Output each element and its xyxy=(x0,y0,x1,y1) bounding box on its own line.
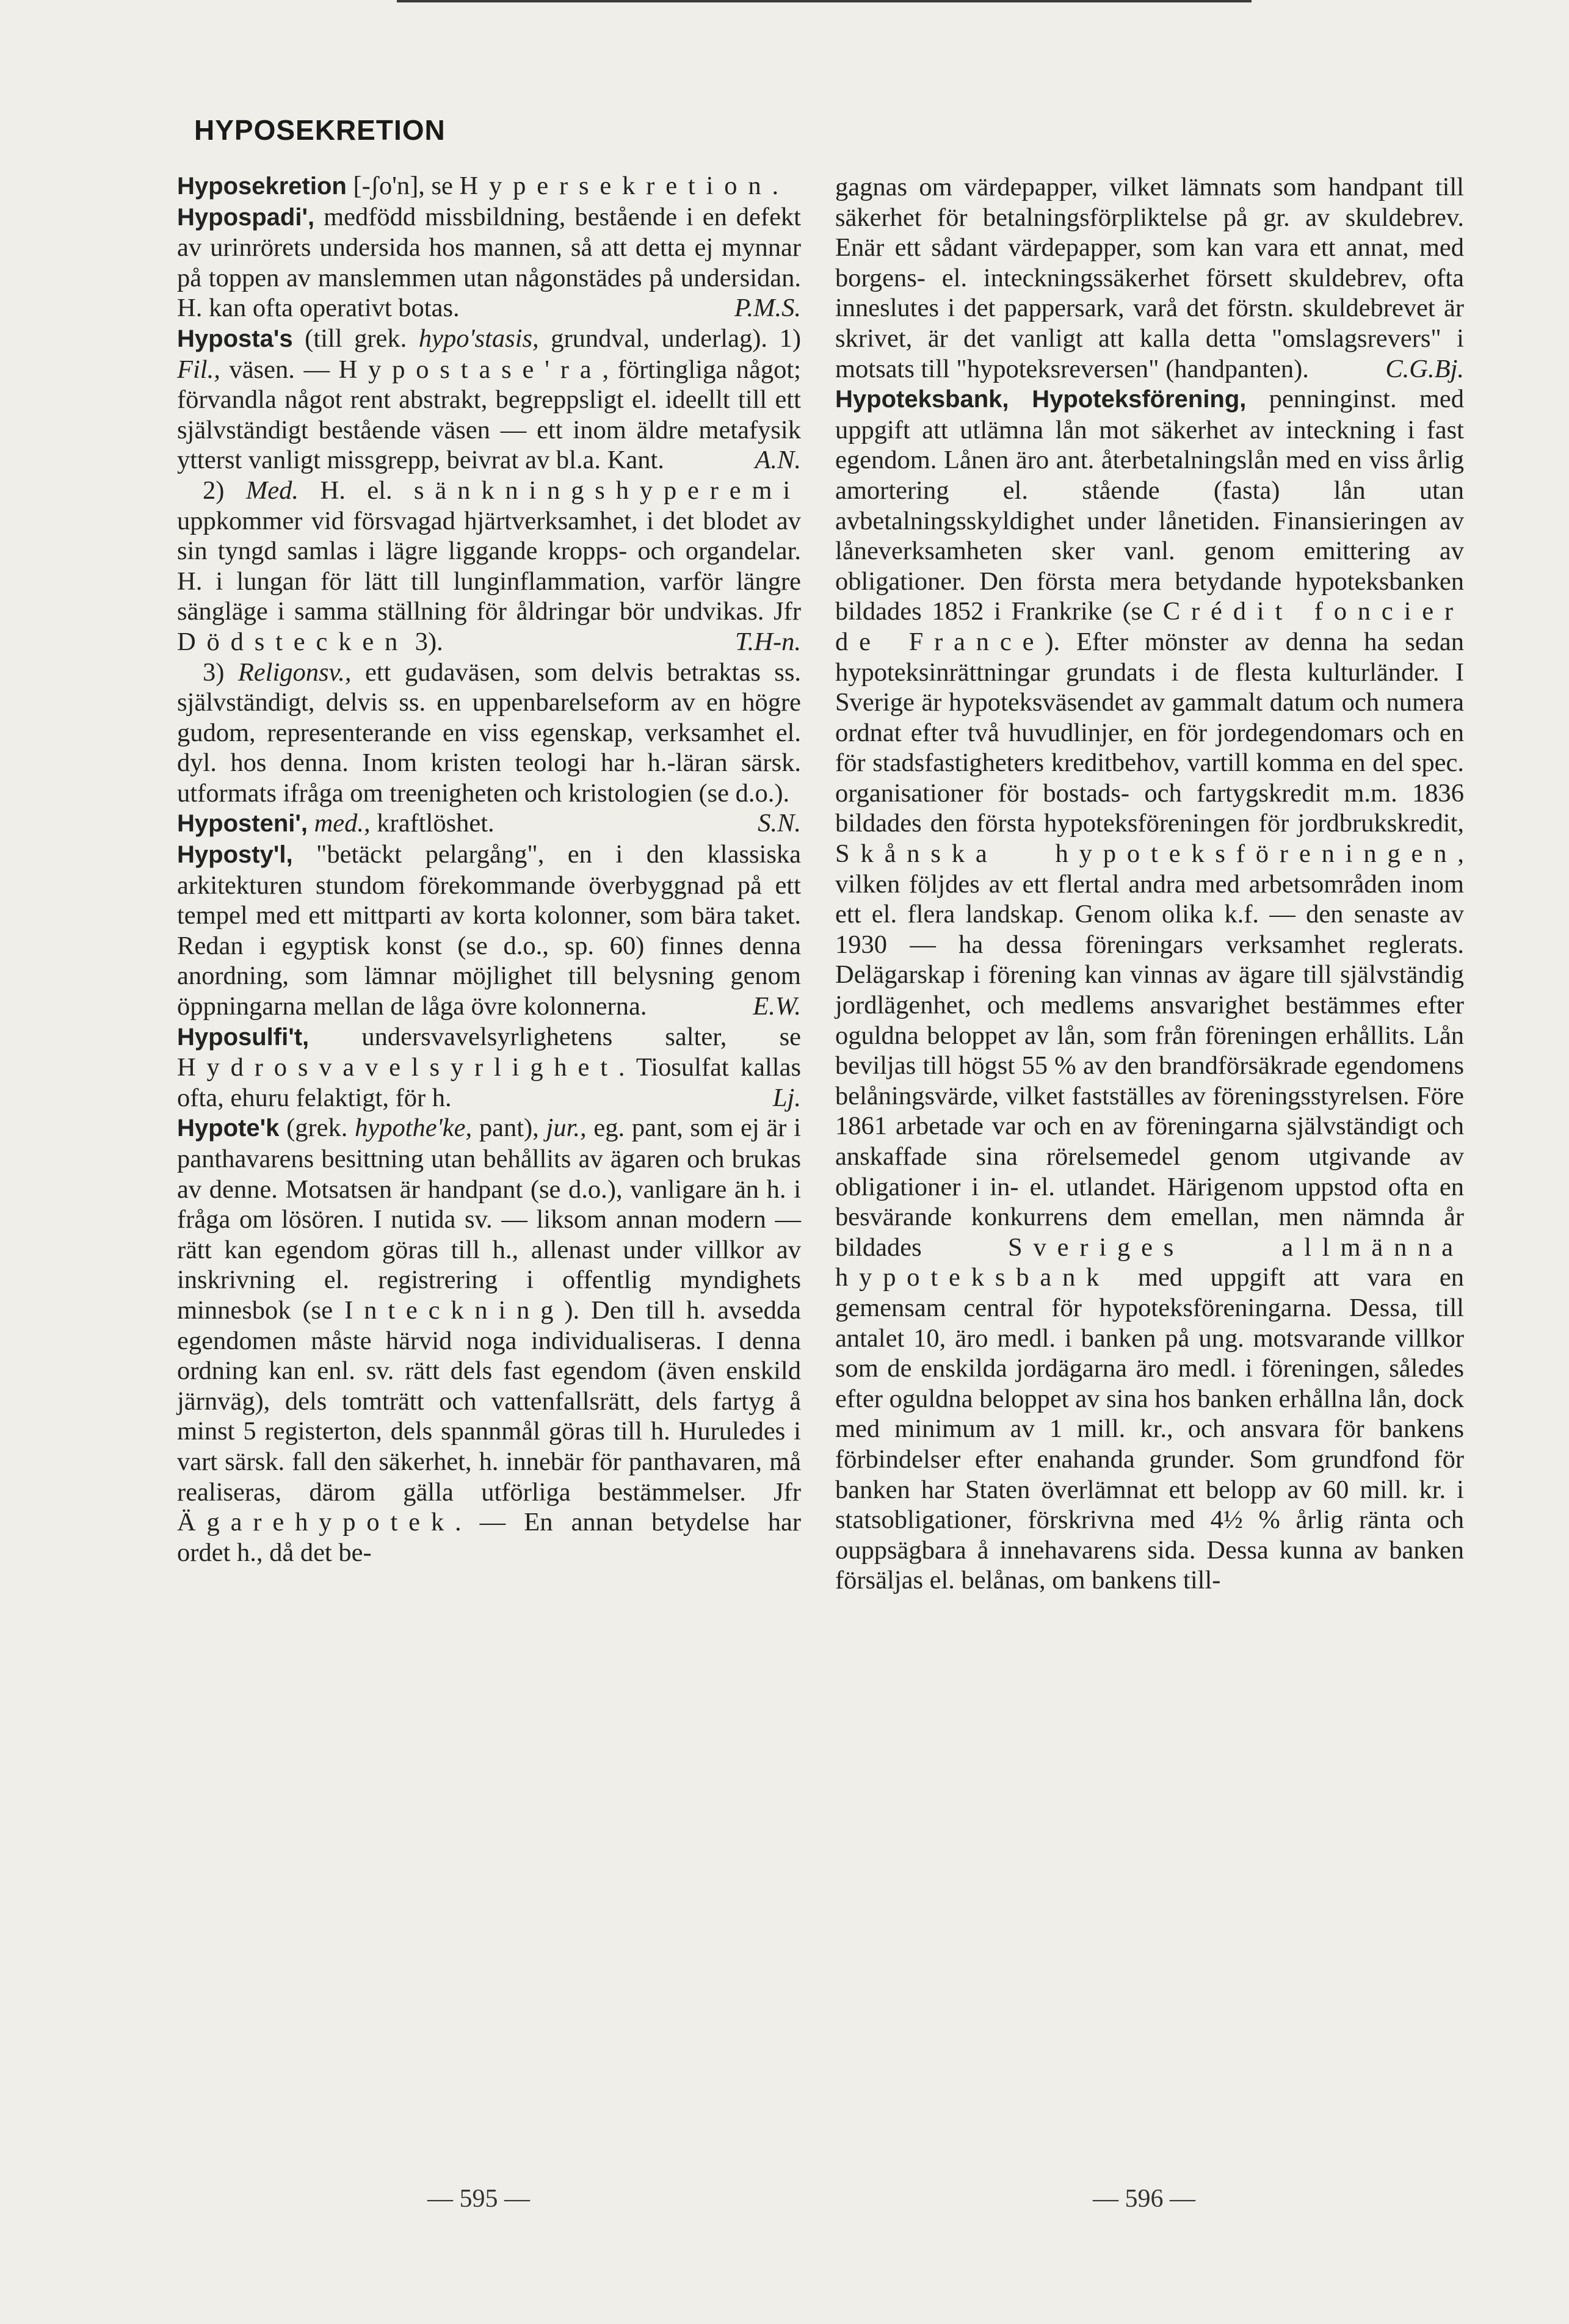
author-signature: A.N. xyxy=(755,446,801,475)
headword: Hypote'k xyxy=(177,1115,280,1142)
running-head: HYPOSEKRETION xyxy=(194,114,446,146)
entry-hypostyl: Hyposty'l, "betäckt pelargång", en i den klassiska arkitekturen stundom förekommande överbyggnad på ett tempel med ett mittparti av korta kolonner, som bära taket. Redan i egyptisk konst (se d.o., sp. 60) finnes denna anordning, som lämnar möjlighet till belysning genom öppningarna mellan de låga övre kolonnerna. E.W. xyxy=(177,840,801,1021)
headword: Hypospadi', xyxy=(177,203,315,231)
author-signature: C.G.Bj. xyxy=(1385,354,1464,383)
cross-reference: Hypostase'ra xyxy=(338,355,603,384)
right-column xyxy=(835,172,1464,1596)
cross-reference: Sveriges allmänna hypoteksbank xyxy=(835,1233,1464,1292)
cross-reference: Dödstecken xyxy=(177,627,409,656)
left-column xyxy=(177,171,801,1568)
headword: Hyposty'l, xyxy=(177,841,293,869)
cross-reference: Crédit foncier de France xyxy=(835,597,1464,656)
entry-hypostas-med: 2) Med. H. el. sänkningshyperemi uppkommer vid försvagad hjärtverksamhet, i det blodet av sin tyngd samlas i lägre liggande kropps- och organdelar. H. i lungan för lätt till lunginflammation, varför längre sängläge i samma ställning för åldringar bör undvikas. Jfr Dödstecken 3). T.H-n. xyxy=(177,476,801,656)
entry-hypotek: Hypote'k (grek. hypothe'ke, pant), jur., eg. pant, som ej är i panthavarens besittning utan behållits av ägaren och brukas av denne. Motsatsen är handpant (se d.o.), vanligare än h. i fråga om lösören. I nutida sv. — liksom annan modern — rätt kan egendom göras till h., allenast under villkor av inskrivning el. registrering i offentlig myndighets minnesbok (se Inteckning). Den till h. avsedda egendomen måste härvid noga individualiseras. I denna ordning kan enl. sv. rätt dels fast egendom (även enskild järnväg), dels tomträtt och vattenfallsrätt, dels fartyg å minst 5 registerton, dels spannmål göras till h. Huruledes i vart särsk. fall den säkerhet, h. innebär för panthavaren, må realiseras, därom gälla utförliga bestämmelser. Jfr Ägarehypotek. — En annan betydelse har ordet h., då det be- xyxy=(177,1113,801,1567)
cross-reference: Ägarehypotek xyxy=(177,1508,455,1537)
top-border-line xyxy=(397,0,1252,2)
headword: Hypoteksbank, Hypoteksförening, xyxy=(835,386,1247,413)
entry-hypostas-relig: 3) Religonsv., ett gudaväsen, som delvis betraktas ss. självständigt, delvis ss. en uppenbarelseform av en högre gudom, representerande en viss egenskap, verksamhet el. dyl. hos denna. Inom kristen teologi har h.-läran särsk. utformats ifråga om treenigheten och kristologien (se d.o.). S.N. xyxy=(177,657,802,838)
entry-hypostas: Hyposta's (till grek. hypo'stasis, grundval, underlag). 1) Fil., väsen. — Hypostase'ra, förtingliga något; förvandla något rent abstrakt, begreppsligt el. ideellt till ett självständigt bestående väsen — ett inom äldre metafysik ytterst vanligt missgrepp, beivrat av bl.a. Kant. A.N. xyxy=(177,324,801,475)
cross-reference: Hydrosvavelsyrlighet xyxy=(177,1053,618,1082)
entry-hypospadi: Hypospadi', medfödd missbildning, bestående i en defekt av urinrörets undersida hos mannen, så att detta ej mynnar på toppen av manslemmen utan någonstädes på undersidan. H. kan ofta operativt botas. P.M.S. xyxy=(177,202,801,323)
headword: Hyposulfi't, xyxy=(177,1023,310,1051)
author-signature: T.H-n. xyxy=(735,627,801,656)
author-signature: Lj. xyxy=(772,1083,801,1112)
page-number-right: — 596 — xyxy=(1093,2185,1195,2213)
entry-hyposulfit: Hyposulfi't, undersvavelsyrlighetens salter, se Hydrosvavelsyrlighet. Tiosulfat kallas ofta, ehuru felaktigt, för h. Lj. xyxy=(177,1022,801,1112)
entry-hyposteni: Hyposteni', med., kraftlöshet. xyxy=(177,809,495,838)
entry-hypoteksbank: Hypoteksbank, Hypoteksförening, penninginst. med uppgift att utlämna lån mot säkerhet av inteckning i fast egendom. Lånen äro ant. återbetalningslån med en viss årlig amortering el. stående (fasta) lån utan avbetalningsskyldighet under lånetiden. Finansieringen av låneverksamheten sker vanl. genom emittering av obligationer. Den första mera betydande hypoteksbanken bildades 1852 i Frankrike (se Crédit foncier de France). Efter mönster av denna ha sedan hypoteksinrättningar grundats i de flesta kulturländer. I Sverige är hypoteksväsendet av gammalt datum och numera ordnat efter två huvudlinjer, en för jordegendomars och en för stadsfastigheters kreditbehov, vartill komma en del spec. organisationer för bostads- och fartygskredit m.m. 1836 bildades den första hypoteksföreningen för jordbrukskredit, Skånska hypoteksföreningen, vilken följdes av ett flertal andra med arbetsområden inom ett el. flera landskap. Genom olika k.f. — den senaste av 1930 — ha dessa föreningars verksamhet reglerats. Delägarskap i förening kan vinnas av ägare till självständig jordlägenhet, och medlems ansvarighet bestämmes efter oguldna beloppet av lån, som från föreningen erhållits. Lån beviljas till högst 55 % av den brandförsäkrade egendomens belåningsvärde, vilket fastställes av föreningsstyrelsen. Före 1861 arbetade var och en av föreningarna självständigt och anskaffade sina rörelsemedel genom utgivande av obligationer i in- el. utlandet. Härigenom uppstod ofta en besvärande konkurrens dem emellan, men nämnda år bildades Sveriges allmänna hypoteksbank med uppgift att vara en gemensam central för hypoteksföreningarna. Dessa, till antalet 10, äro medl. i banken på ung. motsvarande villkor som de enskilda jordägarna äro medl. i föreningen, således efter oguldna beloppet av sina hos banken erhållna lån, dock med minimum av 1 mill. kr., och ansvara för bankens förbindelser efter enahanda grunder. Som grundfond för banken har Staten överlämnat ett belopp av 60 mill. kr. i statsobligationer, förskrivna med 4½ % årlig ränta och ouppsägbara å innehavarens sida. Dessa kunna av banken försäljas el. belånas, om bankens till- xyxy=(835,385,1464,1595)
cross-reference: sänkningshyperemi xyxy=(414,476,801,505)
author-signature: S.N. xyxy=(758,809,801,838)
page-number-left: — 595 — xyxy=(427,2185,530,2213)
author-signature: E.W. xyxy=(753,992,801,1021)
cross-reference: Inteckning xyxy=(344,1295,565,1325)
headword: Hyposta's xyxy=(177,325,293,352)
author-signature: P.M.S. xyxy=(734,294,801,323)
entry-hypotek-continued: gagnas om värdepapper, vilket lämnats som handpant till säkerhet för betalningsförpliktelse på gr. av skuldebrev. Enär ett sådant värdepapper, som kan vara ett annat, med borgens- el. inteckningssäkerhet försett skuldebrev, ofta inneslutes i det pappersark, varå det förstn. skuldebrevet är skrivet, är det vanligt att kalla detta "omslagsrevers" i motsats till "hypoteksreversen" (handpanten). C.G.Bj. xyxy=(835,173,1464,383)
headword: Hyposteni', xyxy=(177,810,308,838)
cross-reference: Hypersekretion xyxy=(459,172,772,200)
entry-hyposekretion: Hyposekretion [-ʃo'n], se Hypersekretion. xyxy=(177,172,779,200)
headword: Hyposekretion xyxy=(177,173,347,200)
cross-reference: Skånska hypoteksföreningen xyxy=(835,839,1458,869)
